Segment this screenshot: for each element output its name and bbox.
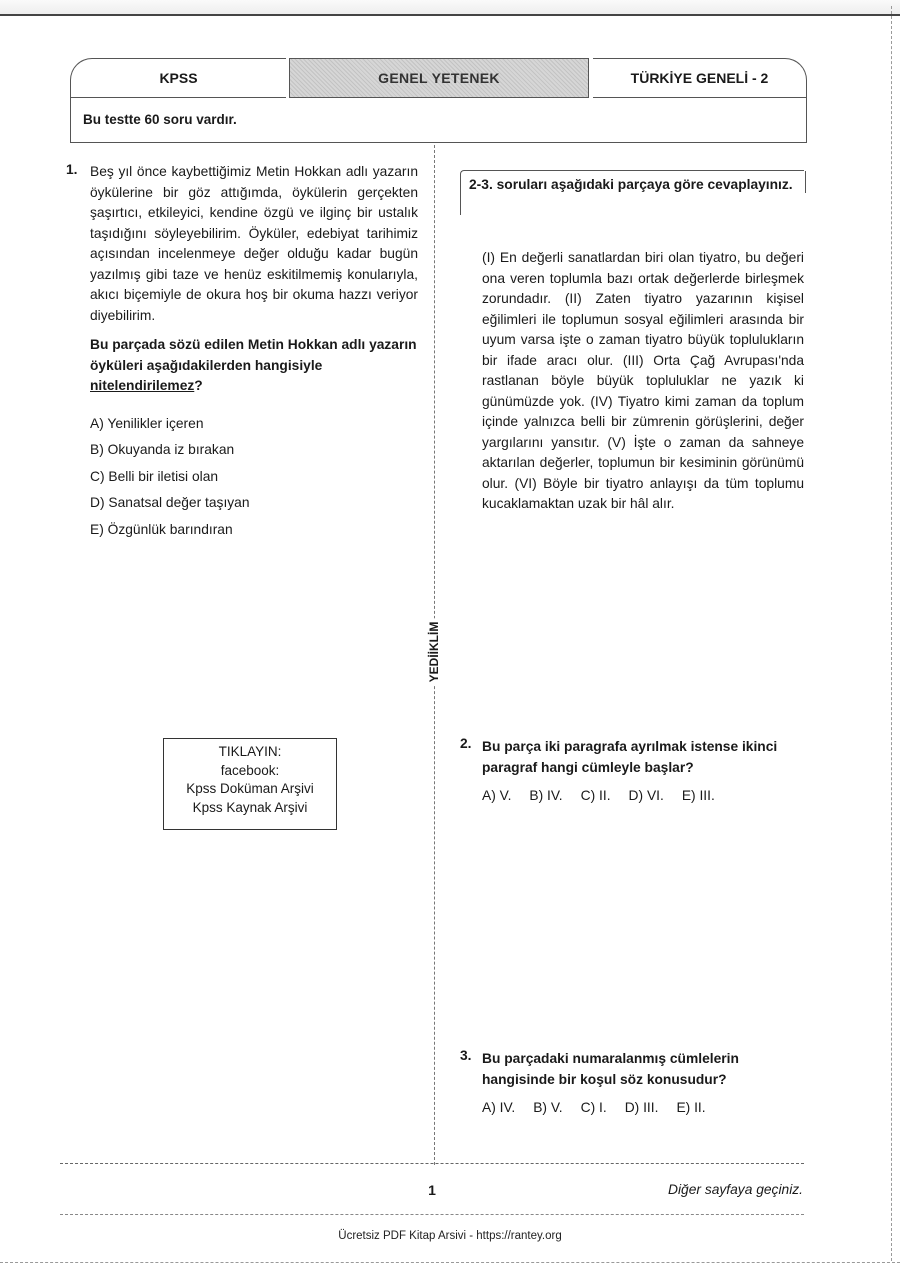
question-3-options	[482, 1100, 808, 1115]
bottom-edge-line	[0, 1262, 900, 1263]
header-kpss: KPSS	[70, 58, 286, 98]
footer-divider	[60, 1163, 804, 1164]
question-2-option-d[interactable]: D) VI.	[628, 788, 664, 803]
promo-line-1: TIKLAYIN:	[218, 744, 282, 759]
side-label-text: YEDİİKLİM	[427, 619, 441, 686]
reading-passage: (I) En değerli sanatlardan biri olan tiyatro, bu değeri ona veren toplumla bazı ortak değerlerde birleşmek zorundadır. (II) Zaten tiyatro yazarının kişisel eğilimleri ile toplumun sosyal eğilimleri arasında bir uyum varsa işte o zaman tiyatro büyük toplulukların bir ifade aracı olur. (III) Orta Çağ Avrupası'nda rastlanan böyle büyük topluluklar ne yazık ki günümüzde yok. (IV) Tiyatro kimi zaman da toplum içinde yalnızca belli bir zümrenin görüşlerini, değer yargılarını yansıtır. (V) İşte o zaman da sahneye aktarılan değerler, toplumun bir kesiminin görünümü olur. (VI) Böyle bir tiyatro anlayışı da tüm toplumu kucaklamaktan uzak bir hâl alır.	[482, 250, 804, 511]
header-turkiye-geneli: TÜRKİYE GENELİ - 2	[593, 58, 807, 98]
question-3-option-e[interactable]: E) II.	[676, 1100, 706, 1115]
question-1-option-a[interactable]: A) Yenilikler içeren	[90, 415, 204, 431]
question-1-option-b[interactable]: B) Okuyanda iz bırakan	[90, 442, 235, 457]
header-genel-yetenek: GENEL YETENEK	[289, 58, 589, 98]
question-3-option-a[interactable]: A) IV.	[482, 1100, 516, 1115]
question-3-option-c[interactable]: C) I.	[580, 1100, 607, 1115]
footer-divider-2	[60, 1214, 804, 1215]
test-info-bar	[70, 98, 807, 143]
next-page-note: Diğer sayfaya geçiniz.	[668, 1182, 803, 1197]
question-1-stem-end: ?	[194, 378, 203, 393]
question-3	[460, 1048, 808, 1115]
question-1-body: Beş yıl önce kaybettiğimiz Metin Hokkan adlı yazarın öykülerine bir göz attığımda, öykülerin gerçekten şaşırtıcı, etkileyici, kendine özgü ve ilginç bir ustalık taşıdığını söyleyebilirim. Öyküler, edebiyat tarihimiz açısından incelenmeye değer olduğu kadar bugün yazılmış gibi taze ve henüz eskitilmemiş konularıyla, akıcı biçemiyle de okura hoş bir okuma hazzı veriyor diyebilirim.	[90, 164, 418, 323]
instructions-box	[460, 170, 804, 215]
question-3-stem: Bu parçadaki numaralanmış cümlelerin hangisinde bir koşul söz konusudur?	[482, 1051, 739, 1087]
question-2-options	[482, 788, 808, 803]
question-2-option-a[interactable]: A) V.	[482, 788, 512, 803]
question-1-number: 1.	[66, 162, 78, 177]
test-info-text: Bu testte 60 soru vardır.	[83, 112, 237, 127]
promo-box[interactable]	[163, 738, 337, 830]
top-scan-bar	[0, 0, 900, 16]
right-edge-line	[891, 6, 892, 1261]
question-3-number: 3.	[460, 1048, 472, 1063]
question-1-option-d[interactable]: D) Sanatsal değer taşıyan	[90, 495, 250, 510]
left-column	[66, 162, 418, 543]
instructions-text: 2-3. soruları aşağıdaki parçaya göre cevaplayınız.	[469, 177, 793, 192]
question-2-option-e[interactable]: E) III.	[681, 788, 715, 803]
promo-line-4: Kpss Kaynak Arşivi	[192, 799, 308, 815]
question-1-stem-text: Bu parçada sözü edilen Metin Hokkan adlı yazarın öyküleri aşağıdakilerden hangisiyle	[90, 337, 417, 373]
question-2-option-b[interactable]: B) IV.	[529, 788, 563, 803]
question-3-option-d[interactable]: D) III.	[624, 1100, 659, 1115]
question-1-stem	[90, 335, 418, 397]
source-link[interactable]: Ücretsiz PDF Kitap Arsivi - https://rantey.org	[338, 1230, 562, 1242]
question-3-option-b[interactable]: B) V.	[533, 1100, 563, 1115]
promo-line-3: Kpss Doküman Arşivi	[186, 781, 314, 796]
question-1-options	[90, 411, 418, 544]
question-2	[460, 736, 808, 803]
question-1-option-e[interactable]: E) Özgünlük barındıran	[90, 521, 233, 537]
page-number: 1	[428, 1182, 436, 1198]
promo-line-2: facebook:	[220, 762, 280, 778]
question-2-number: 2.	[460, 736, 472, 751]
question-1-stem-underlined: nitelendirilemez	[90, 378, 195, 393]
question-2-stem: Bu parça iki paragrafa ayrılmak istense ikinci paragraf hangi cümleyle başlar?	[482, 739, 778, 775]
question-2-option-c[interactable]: C) II.	[580, 788, 611, 803]
side-label	[418, 612, 450, 692]
question-1-option-c[interactable]: C) Belli bir iletisi olan	[90, 468, 219, 484]
